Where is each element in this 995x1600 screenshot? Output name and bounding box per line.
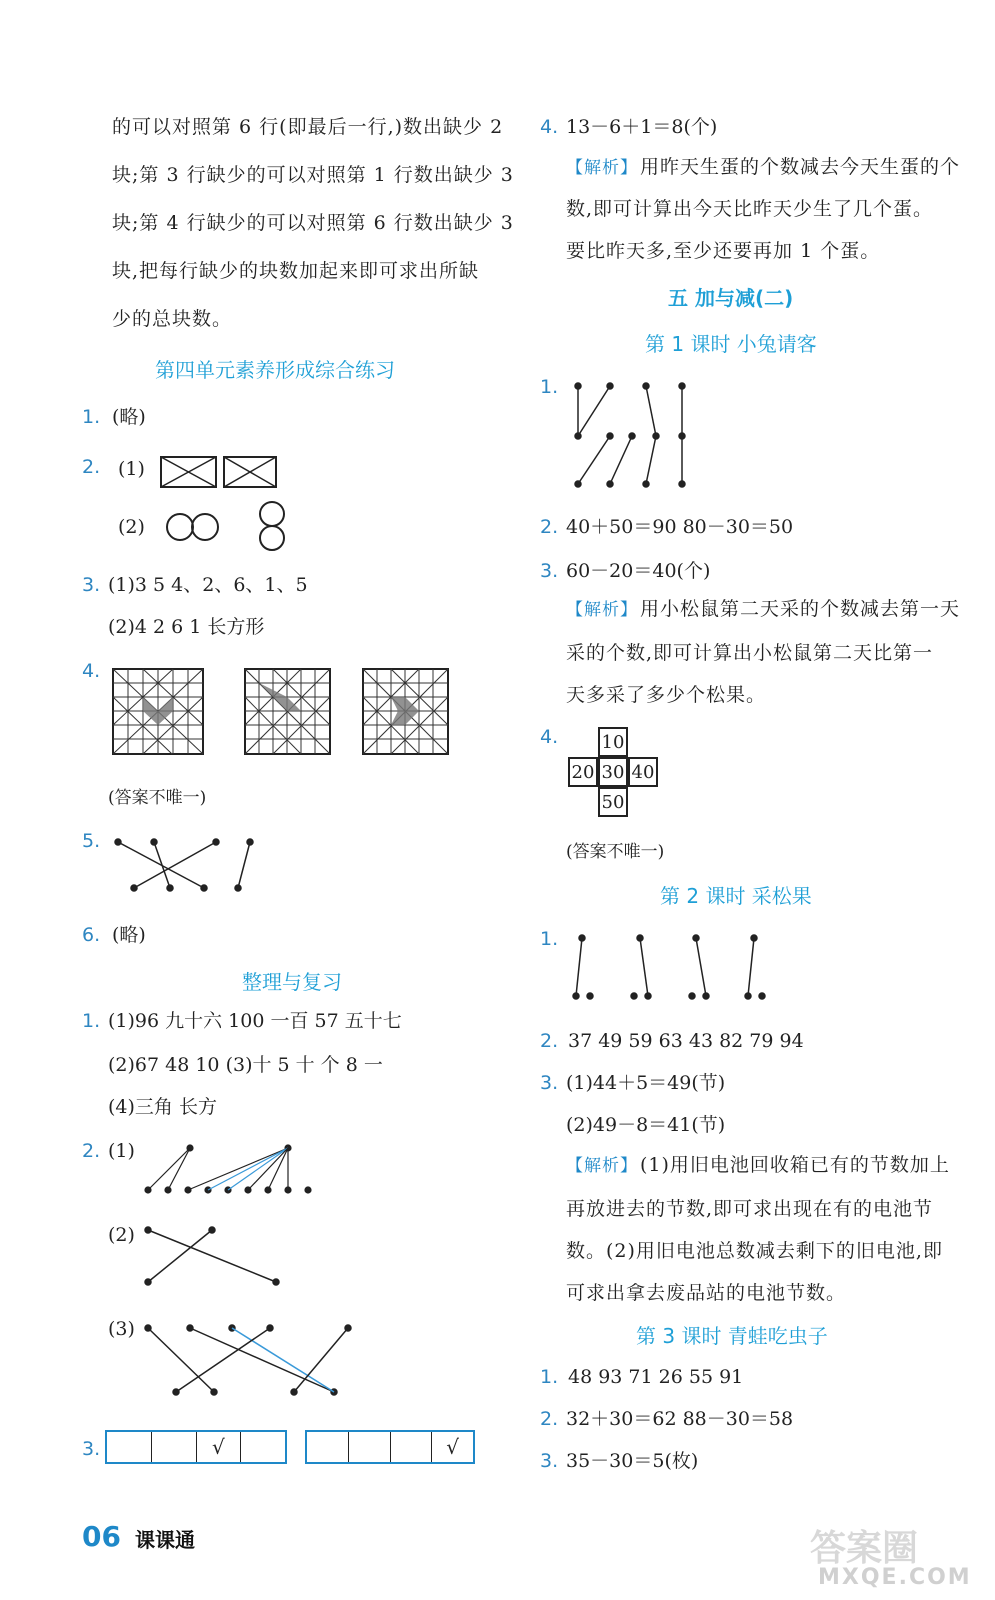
continuation-line-3: 块;第 4 行缺少的可以对照第 6 行数出缺少 3 xyxy=(112,212,514,234)
watermark-site: MXQE.COM xyxy=(818,1565,972,1590)
right-q4-answer: 13－6＋1＝8(个) xyxy=(566,116,718,138)
l1-q2-answer: 40＋50＝90 80－30＝50 xyxy=(566,516,794,538)
q2-part1-label: (1) xyxy=(118,458,145,480)
q4-grid-figure-2 xyxy=(244,668,336,756)
l2-q3-line2: (2)49－8＝41(节) xyxy=(566,1114,726,1136)
l2-q3-number: 3. xyxy=(540,1072,559,1094)
q4-number: 4. xyxy=(82,660,101,682)
q2-crossed-rectangles-figure xyxy=(160,456,280,490)
q5-number: 5. xyxy=(82,830,101,852)
l3-q3-number: 3. xyxy=(540,1450,559,1472)
r2-part3-lines xyxy=(140,1322,355,1397)
continuation-line-4: 块,把每行缺少的块数加起来即可求出所缺 xyxy=(112,260,480,282)
grid-cell-top: 10 xyxy=(598,727,628,757)
l3-q3-answer: 35－30＝5(枚) xyxy=(566,1450,699,1472)
analysis-1-line-3: 要比昨天多,至少还要再加 1 个蛋。 xyxy=(566,240,881,262)
lesson1-title: 第 1 课时 小兔请客 xyxy=(645,332,817,356)
page-number: 06 xyxy=(82,1520,121,1553)
l1-q2-number: 2. xyxy=(540,516,559,538)
q2-part2-label: (2) xyxy=(118,516,145,538)
l1-q4-number: 4. xyxy=(540,726,559,748)
l2-q3-line1: (1)44＋5＝49(节) xyxy=(566,1072,726,1094)
lesson3-title: 第 3 课时 青蛙吃虫子 xyxy=(636,1324,828,1348)
q5-matching-lines xyxy=(112,836,262,896)
continuation-line-2: 块;第 3 行缺少的可以对照第 1 行数出缺少 3 xyxy=(112,164,514,186)
r3-number: 3. xyxy=(82,1438,101,1460)
l1-q1-number: 1. xyxy=(540,376,559,398)
l2-q2-number: 2. xyxy=(540,1030,559,1052)
q2-number: 2. xyxy=(82,456,101,478)
analysis-3-line-2: 采的个数,即可计算出小松鼠第二天比第一 xyxy=(566,642,934,664)
book-title: 课课通 xyxy=(135,1528,195,1552)
continuation-line-5: 少的总块数。 xyxy=(112,308,233,330)
r2-number: 2. xyxy=(82,1140,101,1162)
r3-table2-cell-2 xyxy=(349,1432,391,1462)
r3-table1-cell-4 xyxy=(241,1432,285,1462)
q1-number: 1. xyxy=(82,406,101,428)
lesson2-title: 第 2 课时 采松果 xyxy=(660,884,812,908)
grid-cell-right: 40 xyxy=(628,757,658,787)
r2-part1-lines xyxy=(140,1140,315,1195)
l1-q3-number: 3. xyxy=(540,560,559,582)
l2-q2-answer: 37 49 59 63 43 82 79 94 xyxy=(568,1030,804,1052)
continuation-line-1: 的可以对照第 6 行(即最后一行,)数出缺少 2 xyxy=(112,116,504,138)
r3-check-table-2 xyxy=(305,1430,475,1464)
l1-q3-answer: 60－20＝40(个) xyxy=(566,560,711,582)
r3-check-table-1 xyxy=(105,1430,287,1464)
q4-note: (答案不唯一) xyxy=(108,788,207,808)
r1-line3: (4)三角 长方 xyxy=(108,1096,217,1118)
l1-q4-note: (答案不唯一) xyxy=(566,842,665,862)
r1-line2: (2)67 48 10 (3)十 5 十 个 8 一 xyxy=(108,1054,383,1076)
analysis-4-line-3: 数。(2)用旧电池总数减去剩下的旧电池,即 xyxy=(566,1240,943,1262)
r3-table1-cell-3: √ xyxy=(197,1432,242,1462)
grid-cell-center: 30 xyxy=(598,757,628,787)
q2-circles-figure xyxy=(165,500,295,555)
r2-part2-lines xyxy=(140,1222,290,1290)
l3-q2-number: 2. xyxy=(540,1408,559,1430)
l3-q2-answer: 32＋30＝62 88－30＝58 xyxy=(566,1408,794,1430)
q3-line2: (2)4 2 6 1 长方形 xyxy=(108,616,265,638)
q1-answer: (略) xyxy=(112,406,146,428)
watermark-logo: 答案圈 xyxy=(810,1528,919,1569)
r2-part3-label: (3) xyxy=(108,1318,135,1340)
r1-number: 1. xyxy=(82,1010,101,1032)
q4-grid-figure-1 xyxy=(112,668,212,756)
analysis-3-line-3: 天多采了多少个松果。 xyxy=(566,684,767,706)
grid-cell-bottom: 50 xyxy=(598,787,628,817)
l3-q1-answer: 48 93 71 26 55 91 xyxy=(568,1366,744,1388)
r3-table2-cell-4: √ xyxy=(446,1435,459,1459)
q3-line1: (1)3 5 4、2、6、1、5 xyxy=(108,574,308,596)
r3-table2-cell-3 xyxy=(391,1432,433,1462)
analysis-1-line-1: 【解析】 用昨天生蛋的个数减去今天生蛋的个 xyxy=(566,156,961,178)
l1-q1-matching-lines xyxy=(570,380,695,490)
r2-part2-label: (2) xyxy=(108,1224,135,1246)
q6-number: 6. xyxy=(82,924,101,946)
q6-answer: (略) xyxy=(112,924,146,946)
analysis-1-line-2: 数,即可计算出今天比昨天少生了几个蛋。 xyxy=(566,198,934,220)
analysis-3-line-1: 【解析】 用小松鼠第二天采的个数减去第一天 xyxy=(566,598,961,620)
r1-line1: (1)96 九十六 100 一百 57 五十七 xyxy=(108,1010,402,1032)
grid-cell-left: 20 xyxy=(568,757,598,787)
analysis-4-line-4: 可求出拿去废品站的电池节数。 xyxy=(566,1282,847,1304)
r2-part1-label: (1) xyxy=(108,1140,135,1162)
r3-table1-cell-2 xyxy=(152,1432,197,1462)
analysis-tag: 【解析】 xyxy=(566,158,638,178)
unit4-section-title: 第四单元素养形成综合练习 xyxy=(155,358,395,382)
q3-number: 3. xyxy=(82,574,101,596)
l2-q1-number: 1. xyxy=(540,928,559,950)
r3-table1-cell-1 xyxy=(107,1432,152,1462)
l2-q1-matching-lines xyxy=(570,932,770,1002)
analysis-4-line-1: 【解析】 (1)用旧电池回收箱已有的节数加上 xyxy=(566,1154,950,1176)
r3-table2-cell-1 xyxy=(307,1432,349,1462)
unit5-section-title: 五 加与减(二) xyxy=(668,286,794,310)
q4-grid-figure-3 xyxy=(362,668,454,756)
right-q4-number: 4. xyxy=(540,116,559,138)
analysis-4-line-2: 再放进去的节数,即可求出现在有的电池节 xyxy=(566,1198,934,1220)
l3-q1-number: 1. xyxy=(540,1366,559,1388)
review-section-title: 整理与复习 xyxy=(242,970,342,994)
